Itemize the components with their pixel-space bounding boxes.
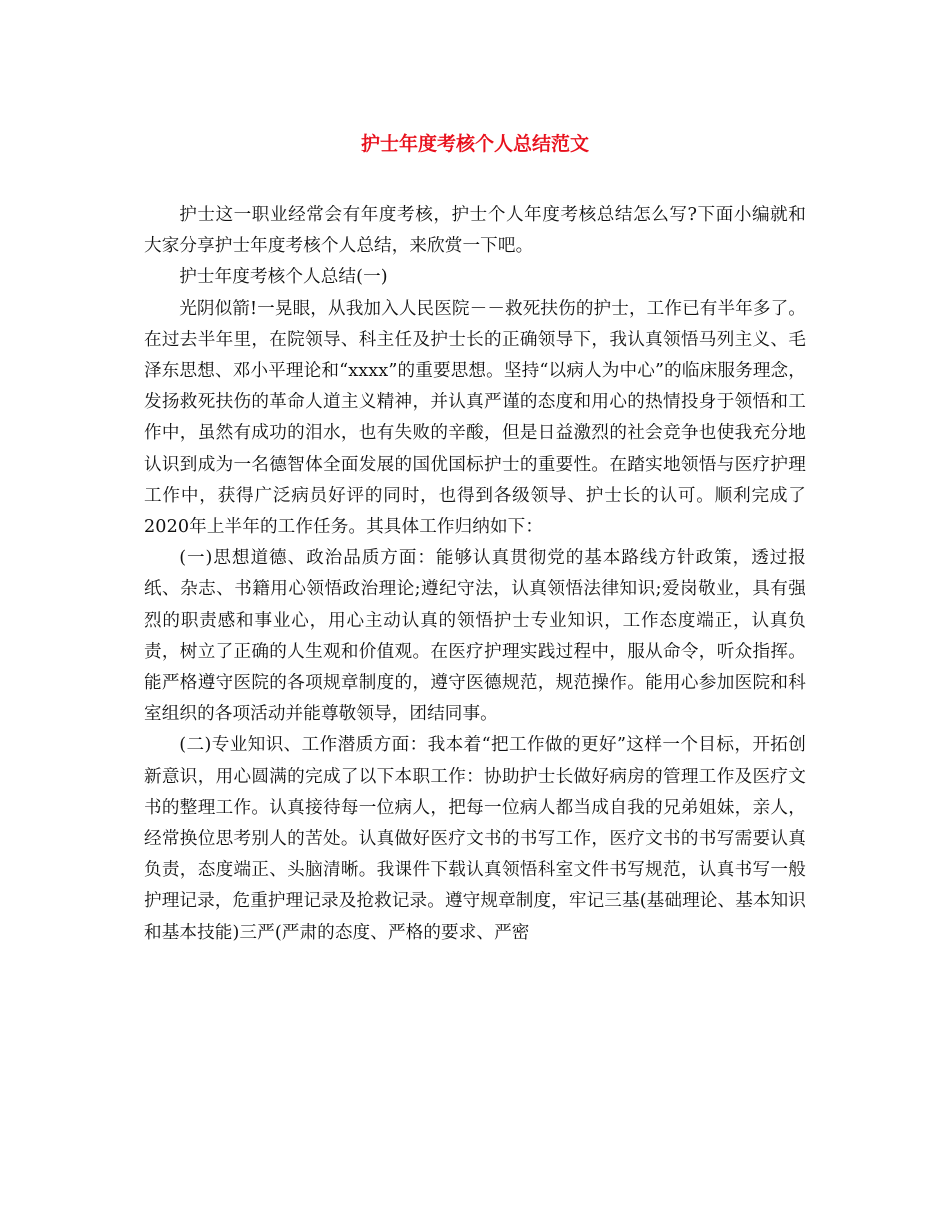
document-title: 护士年度考核个人总结范文 <box>360 133 589 155</box>
body-paragraph: (二)专业知识、工作潜质方面：我本着“把工作做的更好”这样一个目标，开拓创新意识，用心圆满的完成了以下本职工作：协助护士长做好病房的管理工作及医疗文书的整理工作。认真接待每一位病人，把每一位病人都当成自我的兄弟姐妹，亲人，经常换位思考别人的苦处。认真做好医疗文书的书写工作，医疗文书的书写需要认真负责，态度端正、头脑清晰。我课件下载认真领悟科室文件书写规范，认真书写一般护理记录，危重护理记录及抢救记录。遵守规章制度，牢记三基(基础理论、基本知识和基本技能)三严(严肃的态度、严格的要求、严密 <box>144 735 806 943</box>
body-paragraph: (一)思想道德、政治品质方面：能够认真贯彻党的基本路线方针政策，透过报纸、杂志、书籍用心领悟政治理论;遵纪守法，认真领悟法律知识;爱岗敬业，具有强烈的职责感和事业心，用心主动认真的领悟护士专业知识，工作态度端正，认真负责，树立了正确的人生观和价值观。在医疗护理实践过程中，服从命令，听众指挥。能严格遵守医院的各项规章制度的，遵守医德规范，规范操作。能用心参加医院和科室组织的各项活动并能尊敬领导，团结同事。 <box>144 548 806 725</box>
section-heading: 护士年度考核个人总结(一) <box>179 267 388 288</box>
body-paragraph: 光阴似箭!一晃眼，从我加入人民医院－－救死扶伤的护士，工作已有半年多了。在过去半年里，在院领导、科主任及护士长的正确领导下，我认真领悟马列主义、毛泽东思想、邓小平理论和“xxxx”的重要思想。坚持“以病人为中心”的临床服务理念，发扬救死扶伤的革命人道主义精神，并认真严谨的态度和用心的热情投身于领悟和工作中，虽然有成功的泪水，也有失败的辛酸，但是日益激烈的社会竞争也使我充分地认识到成为一名德智体全面发展的国优国标护士的重要性。在踏实地领悟与医疗护理工作中，获得广泛病员好评的同时，也得到各级领导、护士长的认可。顺利完成了2020年上半年的工作任务。其具体工作归纳如下： <box>144 298 806 538</box>
document-page <box>144 130 806 949</box>
intro-paragraph: 护士这一职业经常会有年度考核，护士个人年度考核总结怎么写?下面小编就和大家分享护士年度考核个人总结，来欣赏一下吧。 <box>144 205 806 257</box>
